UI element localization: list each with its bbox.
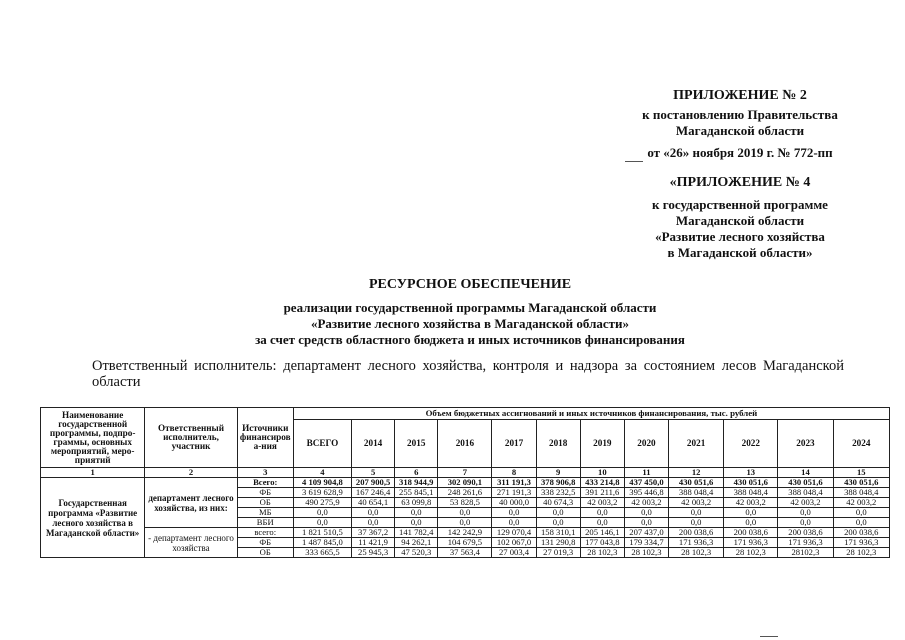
value-cell: 28 102,3 <box>580 548 624 558</box>
value-cell: 433 214,8 <box>580 478 624 488</box>
value-cell: 129 070,4 <box>492 528 536 538</box>
column-number: 3 <box>237 468 293 478</box>
value-cell: 171 936,3 <box>778 538 833 548</box>
value-cell: 37 563,4 <box>438 548 492 558</box>
column-number: 1 <box>41 468 145 478</box>
document-heading <box>90 276 850 348</box>
value-cell: 0,0 <box>778 518 833 528</box>
header-volume: Объем бюджетных ассигнований и иных источников финансирования, тыс. рублей <box>293 408 889 420</box>
annex-4-line: «Развитие лесного хозяйства <box>655 229 825 244</box>
value-cell: 27 019,3 <box>536 548 580 558</box>
value-cell: 0,0 <box>536 508 580 518</box>
header-year: 2019 <box>580 420 624 468</box>
annex-4-line: Магаданской области <box>675 213 805 228</box>
value-cell: 430 051,6 <box>833 478 889 488</box>
value-cell: 302 090,1 <box>438 478 492 488</box>
column-number: 7 <box>438 468 492 478</box>
value-cell: 131 290,8 <box>536 538 580 548</box>
value-cell: 0,0 <box>492 518 536 528</box>
value-cell: 37 367,2 <box>352 528 395 538</box>
value-cell: 490 275,9 <box>293 498 351 508</box>
value-cell: 42 003,2 <box>580 498 624 508</box>
value-cell: 1 487 845,0 <box>293 538 351 548</box>
column-number: 15 <box>833 468 889 478</box>
value-cell: 388 048,4 <box>724 488 778 498</box>
value-cell: 177 043,8 <box>580 538 624 548</box>
value-cell: 25 945,3 <box>352 548 395 558</box>
source-cell: всего: <box>237 528 293 538</box>
value-cell: 0,0 <box>778 508 833 518</box>
value-cell: 40 654,1 <box>352 498 395 508</box>
value-cell: 391 211,6 <box>580 488 624 498</box>
source-cell: ОБ <box>237 548 293 558</box>
program-name: Государственная программа «Развитие лесного хозяйства в Магаданской области» <box>41 478 145 558</box>
column-number: 12 <box>669 468 724 478</box>
value-cell: 42 003,2 <box>778 498 833 508</box>
value-cell: 388 048,4 <box>833 488 889 498</box>
table-row <box>41 478 890 488</box>
value-cell: 167 246,4 <box>352 488 395 498</box>
column-number: 5 <box>352 468 395 478</box>
annex-2-date: от «26» ноября 2019 г. № 772-пп <box>647 145 833 160</box>
value-cell: 28 102,3 <box>624 548 668 558</box>
annex-2-line: Магаданской области <box>675 123 805 138</box>
column-number: 6 <box>395 468 438 478</box>
value-cell: 0,0 <box>395 518 438 528</box>
annex-2-line: к постановлению Правительства <box>642 107 838 122</box>
value-cell: 171 936,3 <box>724 538 778 548</box>
value-cell: 53 828,5 <box>438 498 492 508</box>
header-year: 2023 <box>778 420 833 468</box>
header-year: ВСЕГО <box>293 420 351 468</box>
value-cell: 28 102,3 <box>833 548 889 558</box>
column-number: 4 <box>293 468 351 478</box>
value-cell: 0,0 <box>580 508 624 518</box>
value-cell: 42 003,2 <box>833 498 889 508</box>
value-cell: 0,0 <box>536 518 580 528</box>
value-cell: 104 679,5 <box>438 538 492 548</box>
value-cell: 42 003,2 <box>724 498 778 508</box>
value-cell: 0,0 <box>669 508 724 518</box>
value-cell: 0,0 <box>293 518 351 528</box>
annex-2-block <box>610 88 870 161</box>
value-cell: 27 003,4 <box>492 548 536 558</box>
value-cell: 28 102,3 <box>669 548 724 558</box>
value-cell: 0,0 <box>669 518 724 528</box>
value-cell: 338 232,5 <box>536 488 580 498</box>
value-cell: 40 674,3 <box>536 498 580 508</box>
value-cell: 0,0 <box>833 518 889 528</box>
value-cell: 311 191,3 <box>492 478 536 488</box>
value-cell: 388 048,4 <box>778 488 833 498</box>
source-cell: ФБ <box>237 488 293 498</box>
value-cell: 171 936,3 <box>833 538 889 548</box>
value-cell: 430 051,6 <box>669 478 724 488</box>
column-number: 11 <box>624 468 668 478</box>
annex-4-line: в Магаданской области» <box>667 245 813 260</box>
value-cell: 42 003,2 <box>669 498 724 508</box>
annex-4-title: «ПРИЛОЖЕНИЕ № 4 <box>669 175 811 190</box>
value-cell: 141 782,4 <box>395 528 438 538</box>
table-row <box>41 528 890 538</box>
value-cell: 333 665,5 <box>293 548 351 558</box>
value-cell: 200 038,6 <box>669 528 724 538</box>
value-cell: 0,0 <box>724 508 778 518</box>
source-cell: ВБИ <box>237 518 293 528</box>
header-executor: Ответственный исполнитель, участник <box>145 408 237 468</box>
value-cell: 318 944,9 <box>395 478 438 488</box>
value-cell: 0,0 <box>492 508 536 518</box>
value-cell: 200 038,6 <box>778 528 833 538</box>
value-cell: 1 821 510,5 <box>293 528 351 538</box>
header-name: Наименование государственной программы, подпро-граммы, основных мероприятий, меро-приятий <box>41 408 145 468</box>
value-cell: 63 099,8 <box>395 498 438 508</box>
executor-cell: департамент лесного хозяйства, из них: <box>145 478 237 528</box>
header-year: 2018 <box>536 420 580 468</box>
resource-table <box>40 407 890 558</box>
value-cell: 0,0 <box>438 508 492 518</box>
responsible-executor: Ответственный исполнитель: департамент лесного хозяйства, контроля и надзора за состоянием лесов Магаданской области <box>92 358 844 390</box>
value-cell: 94 262,1 <box>395 538 438 548</box>
header-source: Источники финансиров а-ния <box>237 408 293 468</box>
value-cell: 0,0 <box>352 518 395 528</box>
source-cell: Всего: <box>237 478 293 488</box>
value-cell: 388 048,4 <box>669 488 724 498</box>
value-cell: 0,0 <box>580 518 624 528</box>
value-cell: 0,0 <box>293 508 351 518</box>
value-cell: 28102,3 <box>778 548 833 558</box>
value-cell: 395 446,8 <box>624 488 668 498</box>
executor-cell: - департамент лесного хозяйства <box>145 528 237 558</box>
source-cell: ОБ <box>237 498 293 508</box>
value-cell: 205 146,1 <box>580 528 624 538</box>
value-cell: 378 906,8 <box>536 478 580 488</box>
source-cell: ФБ <box>237 538 293 548</box>
value-cell: 207 900,5 <box>352 478 395 488</box>
value-cell: 0,0 <box>624 508 668 518</box>
value-cell: 0,0 <box>833 508 889 518</box>
value-cell: 255 845,1 <box>395 488 438 498</box>
source-cell: МБ <box>237 508 293 518</box>
value-cell: 47 520,3 <box>395 548 438 558</box>
column-number: 8 <box>492 468 536 478</box>
header-year: 2014 <box>352 420 395 468</box>
value-cell: 200 038,6 <box>833 528 889 538</box>
value-cell: 200 038,6 <box>724 528 778 538</box>
value-cell: 102 067,0 <box>492 538 536 548</box>
heading-title: РЕСУРСНОЕ ОБЕСПЕЧЕНИЕ <box>368 277 572 292</box>
value-cell: 0,0 <box>352 508 395 518</box>
value-cell: 437 450,0 <box>624 478 668 488</box>
annex-4-line: к государственной программе <box>652 197 828 212</box>
header-year: 2020 <box>624 420 668 468</box>
value-cell: 0,0 <box>624 518 668 528</box>
value-cell: 11 421,9 <box>352 538 395 548</box>
scan-mark <box>760 636 778 637</box>
value-cell: 158 310,1 <box>536 528 580 538</box>
value-cell: 28 102,3 <box>724 548 778 558</box>
value-cell: 3 619 628,9 <box>293 488 351 498</box>
heading-line: реализации государственной программы Магаданской области <box>283 300 657 315</box>
value-cell: 4 109 904,8 <box>293 478 351 488</box>
header-year: 2021 <box>669 420 724 468</box>
value-cell: 0,0 <box>395 508 438 518</box>
value-cell: 271 191,3 <box>492 488 536 498</box>
value-cell: 42 003,2 <box>624 498 668 508</box>
value-cell: 179 334,7 <box>624 538 668 548</box>
column-number: 10 <box>580 468 624 478</box>
value-cell: 0,0 <box>724 518 778 528</box>
value-cell: 430 051,6 <box>778 478 833 488</box>
column-number: 9 <box>536 468 580 478</box>
header-year: 2016 <box>438 420 492 468</box>
value-cell: 0,0 <box>438 518 492 528</box>
scan-mark <box>625 161 643 162</box>
value-cell: 171 936,3 <box>669 538 724 548</box>
column-number: 14 <box>778 468 833 478</box>
header-year: 2022 <box>724 420 778 468</box>
value-cell: 207 437,0 <box>624 528 668 538</box>
header-year: 2024 <box>833 420 889 468</box>
annex-4-block <box>610 175 870 261</box>
value-cell: 142 242,9 <box>438 528 492 538</box>
header-year: 2015 <box>395 420 438 468</box>
column-number: 2 <box>145 468 237 478</box>
value-cell: 40 000,0 <box>492 498 536 508</box>
header-year: 2017 <box>492 420 536 468</box>
annex-2-title: ПРИЛОЖЕНИЕ № 2 <box>673 88 807 103</box>
heading-line: «Развитие лесного хозяйства в Магаданской области» <box>310 316 630 331</box>
column-number: 13 <box>724 468 778 478</box>
value-cell: 248 261,6 <box>438 488 492 498</box>
value-cell: 430 051,6 <box>724 478 778 488</box>
heading-line: за счет средств областного бюджета и иных источников финансирования <box>255 332 685 347</box>
